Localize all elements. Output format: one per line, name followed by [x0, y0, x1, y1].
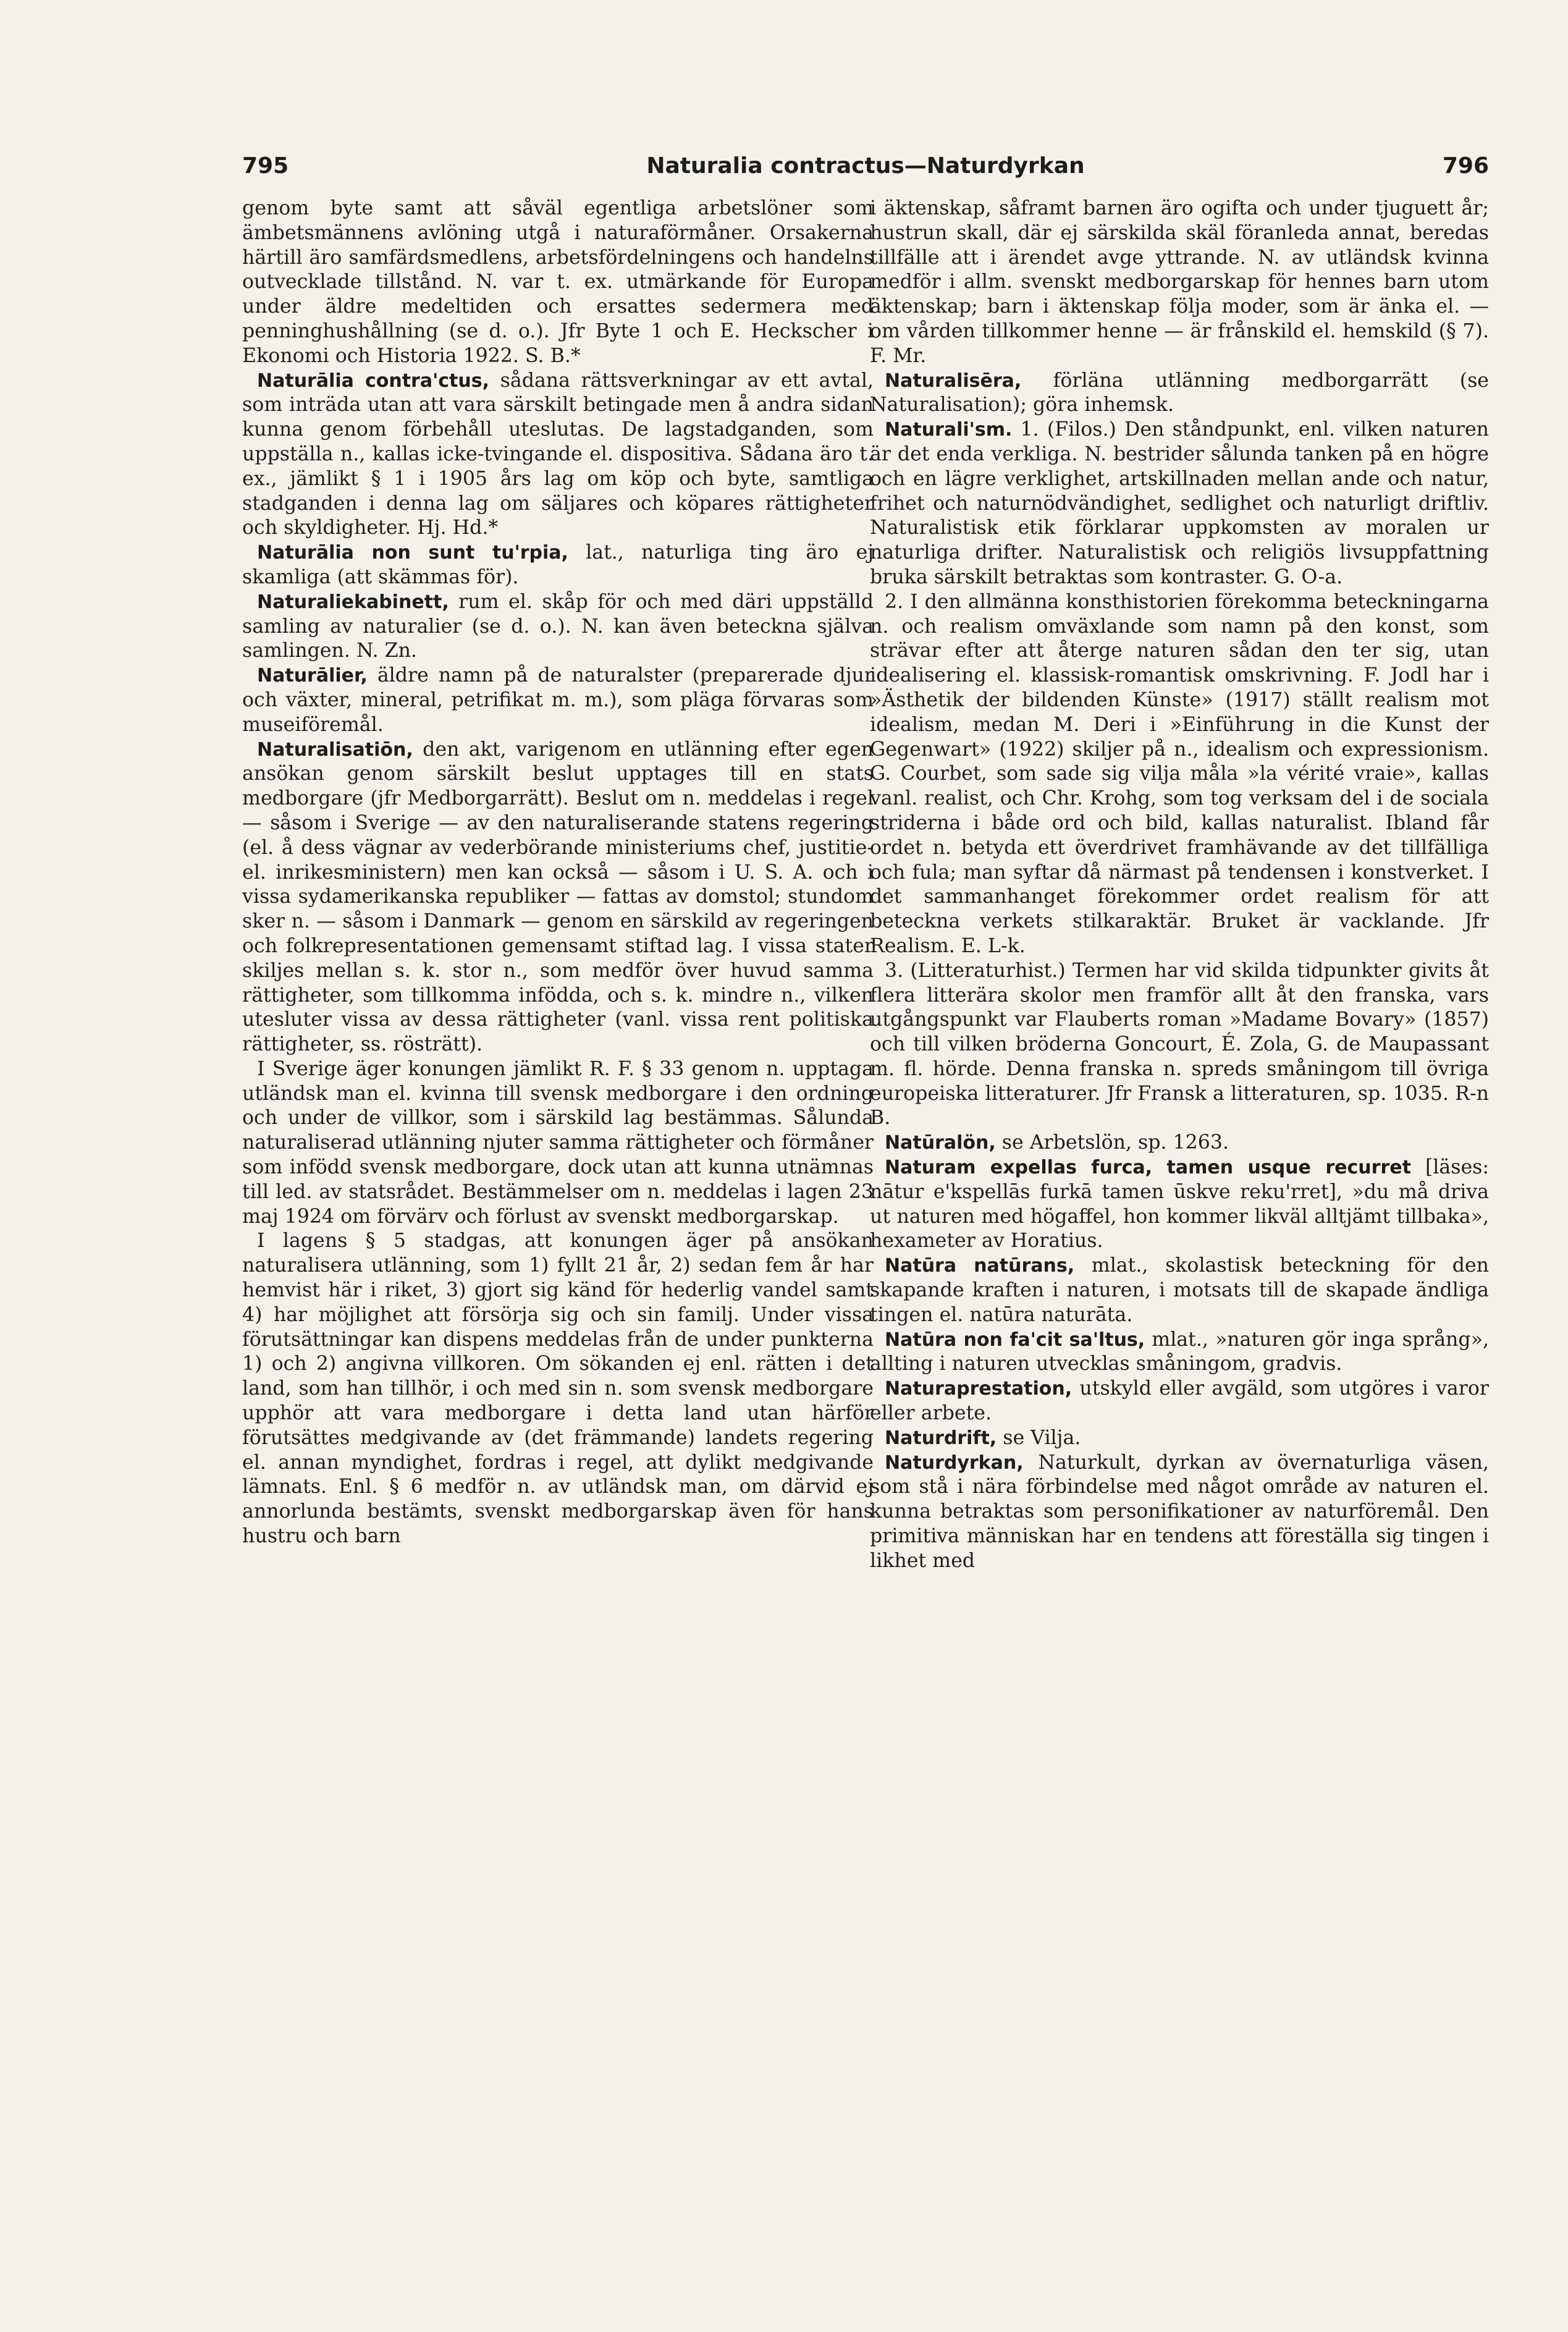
entry-body: I Sverige äger konungen jämlikt R. F. § 33 genom n. upptaga utländsk man el. kvinna till svensk medborgare i den ordning och under de villkor, som i särskild lag bestämmas. Sålunda naturaliserad utlänning njuter samma rättigheter och förmåner som infödd svensk medborgare, dock utan att kunna utnämnas till led. av statsrådet. Bestämmelser om n. meddelas i lagen 23 maj 1924 om förvärv och förlust av svenskt medborgarskap.: [242, 1057, 874, 1228]
entry-text: [242, 196, 874, 369]
entry-text: [870, 959, 1489, 1131]
entry-body: mlat., »naturen gör inga språng», allting i naturen utvecklas småningom, gradvis.: [870, 1328, 1489, 1375]
entry-headword: Naturdyrkan,: [885, 1451, 1024, 1474]
entry-body: se Vilja.: [997, 1426, 1081, 1449]
entry-body: mlat., skolastisk beteckning för den skapande kraften i naturen, i motsats till de skapade ändliga tingen el. natūra naturāta.: [870, 1254, 1489, 1326]
entry-text: [242, 1057, 874, 1230]
entry-body: Naturkult, dyrkan av övernaturliga väsen, som stå i nära förbindelse med något område av naturen el. kunna betraktas som personifikationer av naturföremål. Den primitiva människan har en tendens att föreställa sig tingen i likhet med: [870, 1451, 1489, 1572]
entry-headword: Naturaprestation,: [885, 1378, 1073, 1400]
entry-text: [242, 369, 874, 541]
entry-body: i äktenskap, såframt barnen äro ogifta och under tjuguett år; hustrun skall, där ej särskilda skäl föranleda annat, beredas tillfälle att i ärendet avge yttrande. N. av utländsk kvinna medför i allm. svenskt medborgarskap för hennes barn utom äktenskap; barn i äktenskap följa moder, som är änka el. — om vården tillkommer henne — är frånskild el. hemskild (§ 7). F. Mr.: [870, 197, 1489, 367]
entry-body: [läses: nātur e'kspellās furkā tamen ūskve reku'rret], »du må driva ut naturen med högaffel, hon kommer likväl alltjämt tillbaka», hexameter av Horatius.: [870, 1156, 1489, 1253]
running-header: [242, 153, 1489, 190]
entry-text: [870, 196, 1489, 369]
entry-body: rum el. skåp för och med däri uppställd samling av naturalier (se d. o.). N. kan även beteckna själva samlingen. N. Zn.: [242, 590, 874, 662]
page-number-left: 795: [242, 153, 289, 179]
entry-headword: Naturdrift,: [885, 1427, 997, 1449]
running-title: Naturalia contractus—Naturdyrkan: [646, 153, 1085, 179]
entry-headword: Naturalisatiōn,: [257, 738, 413, 761]
entry-headword: Naturālier,: [257, 665, 368, 687]
entry-body: I lagens § 5 stadgas, att konungen äger på ansökan naturalisera utlänning, som 1) fyllt 21 år, 2) sedan fem år har hemvist här i riket, 3) gjort sig känd för hederlig vandel samt 4) har möjlighet att försörja sig och sin familj. Under vissa förutsättningar kan dispens meddelas från de under punkterna 1) och 2) angivna villkoren. Om sökanden ej enl. rätten i det land, som han tillhör, i och med sin n. som svensk medborgare upphör att vara medborgare i detta land utan härför förutsättes medgivande av (det främmande) landets regering el. annan myndighet, fordras i regel, att dylikt medgivande lämnats. Enl. § 6 medför n. av utländsk man, om därvid ej annorlunda bestämts, svenskt medborgarskap även för hans hustru och barn: [242, 1230, 874, 1548]
entry-text: [870, 1155, 1489, 1254]
entry-headword: Naturālia contra'ctus,: [257, 370, 490, 392]
entry-headword: Natūralön,: [885, 1132, 996, 1154]
entry-headword: Naturaliekabinett,: [257, 591, 449, 613]
entry-body: se Arbetslön, sp. 1263.: [995, 1131, 1229, 1154]
entry-text: [870, 590, 1489, 959]
entry-body: den akt, varigenom en utlänning efter egen ansökan genom särskilt beslut upptages till en stats medborgare (jfr Medborgarrätt). Beslut om n. meddelas i regel — såsom i Sverige — av den naturaliserande statens regering (el. å dess vägnar av vederbörande ministeriums chef, justitie- el. inrikesministern) men kan också — såsom i U. S. A. och i vissa sydamerikanska republiker — fattas av domstol; stundom sker n. — såsom i Danmark — genom en särskild av regeringen och folkrepresentationen gemensamt stiftad lag. I vissa stater skiljes mellan s. k. stor n., som medför över huvud samma rättigheter, som tillkomma infödda, och s. k. mindre n., vilken utesluter vissa av dessa rättigheter (vanl. vissa rent politiska rättigheter, ss. rösträtt).: [242, 738, 874, 1056]
entry-headword: Naturālia non sunt tu'rpia,: [257, 542, 568, 564]
entry-text: [870, 418, 1489, 590]
left-column: [242, 196, 874, 2285]
entry-body: sådana rättsverkningar av ett avtal, som inträda utan att vara särskilt betingade men å andra sidan kunna genom förbehåll uteslutas. De lagstadganden, som uppställa n., kallas icke-tvingande el. dispositiva. Sådana äro t. ex., jämlikt § 1 i 1905 års lag om köp och byte, samtliga stadganden i denna lag om säljares och köpares rättigheter och skyldigheter. Hj. Hd.*: [242, 369, 874, 539]
entry-text: [242, 1229, 874, 1548]
entry-body: 3. (Litteraturhist.) Termen har vid skilda tidpunkter givits åt flera litterära skolor men framför allt åt den franska, vars utgångspunkt var Flauberts roman »Madame Bovary» (1857) och till vilken bröderna Goncourt, É. Zola, G. de Maupassant m. fl. hörde. Denna franska n. spreds småningom till övriga europeiska litteraturer. Jfr Fransk a litteraturen, sp. 1035. R-n B.: [870, 959, 1489, 1130]
entry-text: [870, 1377, 1489, 1426]
entry-body: 1. (Filos.) Den ståndpunkt, enl. vilken naturen är det enda verkliga. N. bestrider sålunda tanken på en högre och en lägre verklighet, artskillnaden mellan ande och natur, frihet och naturnödvändighet, sedlighet och naturligt driftliv. Naturalistisk etik förklarar uppkomsten av moralen ur naturliga drifter. Naturalistisk och religiös livsuppfattning bruka särskilt betraktas som kontraster. G. O-a.: [870, 418, 1489, 588]
entry-text: [870, 1254, 1489, 1327]
entry-text: [242, 590, 874, 664]
entry-text: [242, 541, 874, 590]
entry-headword: Natūra natūrans,: [885, 1255, 1075, 1277]
entry-body: utskyld eller avgäld, som utgöres i varor eller arbete.: [870, 1377, 1489, 1425]
entry-text: [870, 369, 1489, 418]
entry-headword: Naturam expellas furca, tamen usque recurret: [885, 1157, 1411, 1179]
entry-body: äldre namn på de naturalster (preparerade djur och växter, mineral, petrifikat m. m.), som pläga förvaras som museiföremål.: [242, 664, 874, 736]
entry-text: [870, 1131, 1489, 1155]
right-column: [870, 196, 1489, 2285]
entry-text: [870, 1426, 1489, 1451]
entry-body: 2. I den allmänna konsthistorien förekomma beteckningarna n. och realism omväxlande som namn på den konst, som strävar efter att återge naturen sådan den ter sig, utan idealisering el. klassisk-romantisk omskrivning. F. Jodl har i »Ästhetik der bildenden Künste» (1917) ställt realism mot idealism, medan M. Deri i »Einführung in die Kunst der Gegenwart» (1922) skiljer på n., idealism och expressionism. G. Courbet, som sade sig vilja måla »la vérité vraie», kallas vanl. realist, och Chr. Krohg, som tog verksam del i de sociala striderna i både ord och bild, kallas naturalist. Ibland får ordet n. betyda ett överdrivet framhävande av det tillfälliga och fula; man syftar då närmast på tendensen i konstverket. I det sammanhanget förekommer ordet realism för att beteckna verkets stilkaraktär. Bruket är vacklande. Jfr Realism. E. L-k.: [870, 590, 1489, 957]
page-number-right: 796: [1442, 153, 1489, 179]
entry-text: [870, 1328, 1489, 1377]
entry-text: [870, 1451, 1489, 1574]
entry-headword: Naturalisēra,: [885, 370, 1022, 392]
entry-text: [242, 738, 874, 1057]
entry-text: [242, 664, 874, 737]
entry-headword: Naturali'sm.: [885, 419, 1013, 441]
entry-body: genom byte samt att såväl egentliga arbetslöner som ämbetsmännens avlöning utgå i naturaförmåner. Orsakerna härtill äro samfärdsmedlens, arbetsfördelningens och handelns outvecklade tillstånd. N. var t. ex. utmärkande för Europa under äldre medeltiden och ersattes sedermera med penninghushållning (se d. o.). Jfr Byte 1 och E. Heckscher i Ekonomi och Historia 1922. S. B.*: [242, 197, 874, 367]
entry-body: förläna utlänning medborgarrätt (se Naturalisation); göra inhemsk.: [870, 369, 1489, 416]
entry-headword: Natūra non fa'cit sa'ltus,: [885, 1329, 1145, 1351]
entry-body: lat., naturliga ting äro ej skamliga (att skämmas för).: [242, 541, 874, 588]
